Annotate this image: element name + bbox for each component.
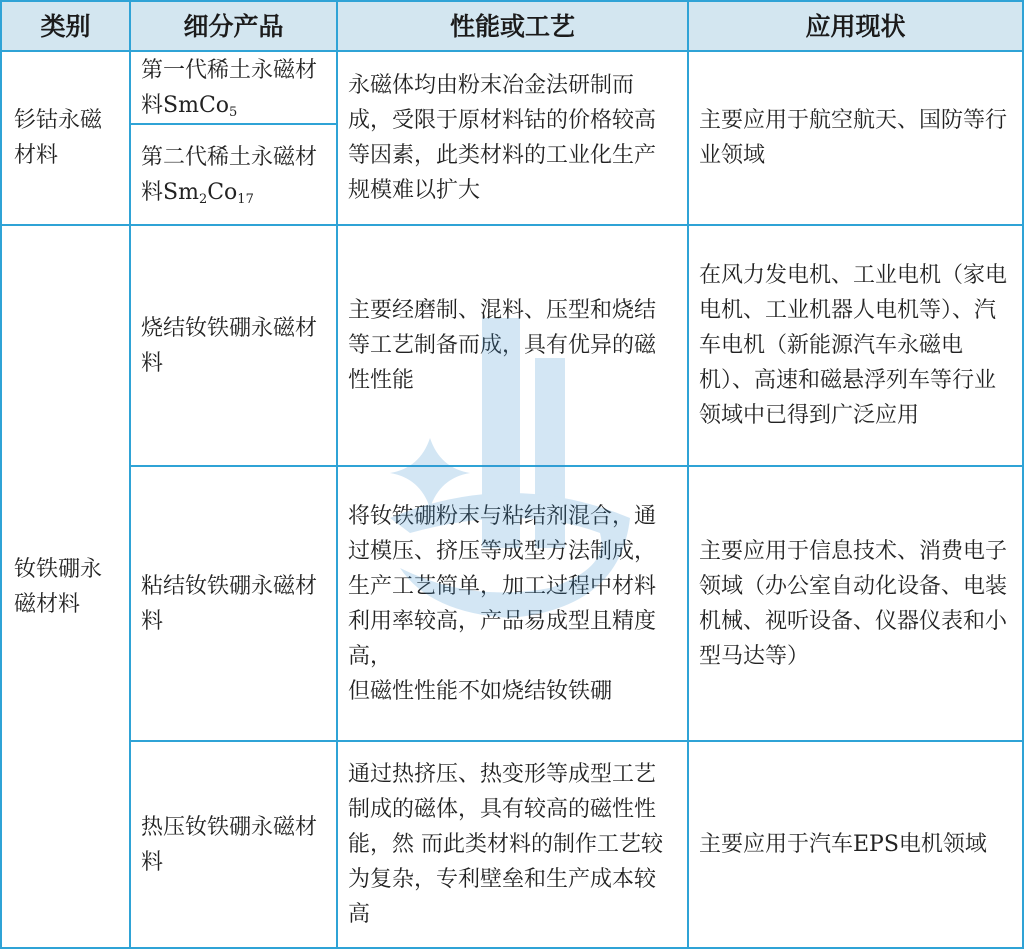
process-cell [337,741,688,948]
application-text: 主要应用于信息技术、消费电子领域（办公室自动化设备、电装机械、视听设备、仪器仪表和小型马达等） [699,538,1008,669]
application-text: 在风力发电机、工业电机（家电电机、工业机器人电机等）、汽车电机（新能源汽车永磁电机）、高速和磁悬浮列车等行业领域中已得到广泛应用 [699,263,1008,428]
product-cell [130,225,337,466]
category-text: 钐钴永磁材料 [14,108,103,168]
header-process: 性能或工艺 [337,1,688,51]
process-cell [337,51,688,225]
category-cell [1,225,130,948]
product-text: 热压钕铁硼永磁材料 [141,814,318,875]
category-text: 钕铁硼永磁材料 [14,556,103,617]
product-formula: Co [198,92,230,118]
process-text-tail: 但磁性性能不如烧结钕铁硼 [348,678,613,704]
process-text: 主要经磨制、混料、压型和烧结等工艺制备而成，具有优异的磁性性能 [348,298,657,393]
product-subscript: 5 [229,104,238,120]
application-cell [688,225,1023,466]
process-text: 永磁体均由粉末冶金法研制而成，受限于原材料钴的价格较高等因素，此类材料的工业化生产规模难以扩大 [348,73,657,203]
process-cell [337,466,688,741]
header-row [1,1,1023,51]
table-row [1,741,1023,948]
header-product: 细分产品 [130,1,337,51]
header-category: 类别 [1,1,130,51]
product-formula: Co [207,179,238,205]
product-text: 第二代稀土永磁材料Sm [141,144,318,205]
table-row [1,225,1023,466]
product-cell [130,124,337,225]
product-cell [130,51,337,124]
application-cell [688,51,1023,225]
table-row [1,51,1023,124]
product-cell [130,741,337,948]
application-cell [688,466,1023,741]
application-text: 主要应用于航空航天、国防等行业领域 [699,108,1008,168]
product-subscript: 2 [198,191,208,207]
product-text: 烧结钕铁硼永磁材料 [141,315,318,376]
table-row [1,466,1023,741]
process-text: 将钕铁硼粉末与粘结剂混合，通过模压、挤压等成型方法制成，生产工艺简单，加工过程中材料利用率较高，产品易成型且精度高， [348,503,657,669]
application-text: 主要应用于汽车EPS电机领域 [699,832,987,857]
category-cell [1,51,130,225]
product-text: 粘结钕铁硼永磁材料 [141,573,318,634]
process-cell [337,225,688,466]
product-text: 第一代稀土永磁材料Sm [141,57,318,118]
application-cell [688,741,1023,948]
product-cell [130,466,337,741]
header-application: 应用现状 [688,1,1023,51]
process-text: 通过热挤压、热变形等成型工艺制成的磁体，具有较高的磁性性能，然 而此类材料的制作工艺较为复杂，专利壁垒和生产成本较高 [348,762,663,927]
product-subscript: 17 [237,191,254,207]
